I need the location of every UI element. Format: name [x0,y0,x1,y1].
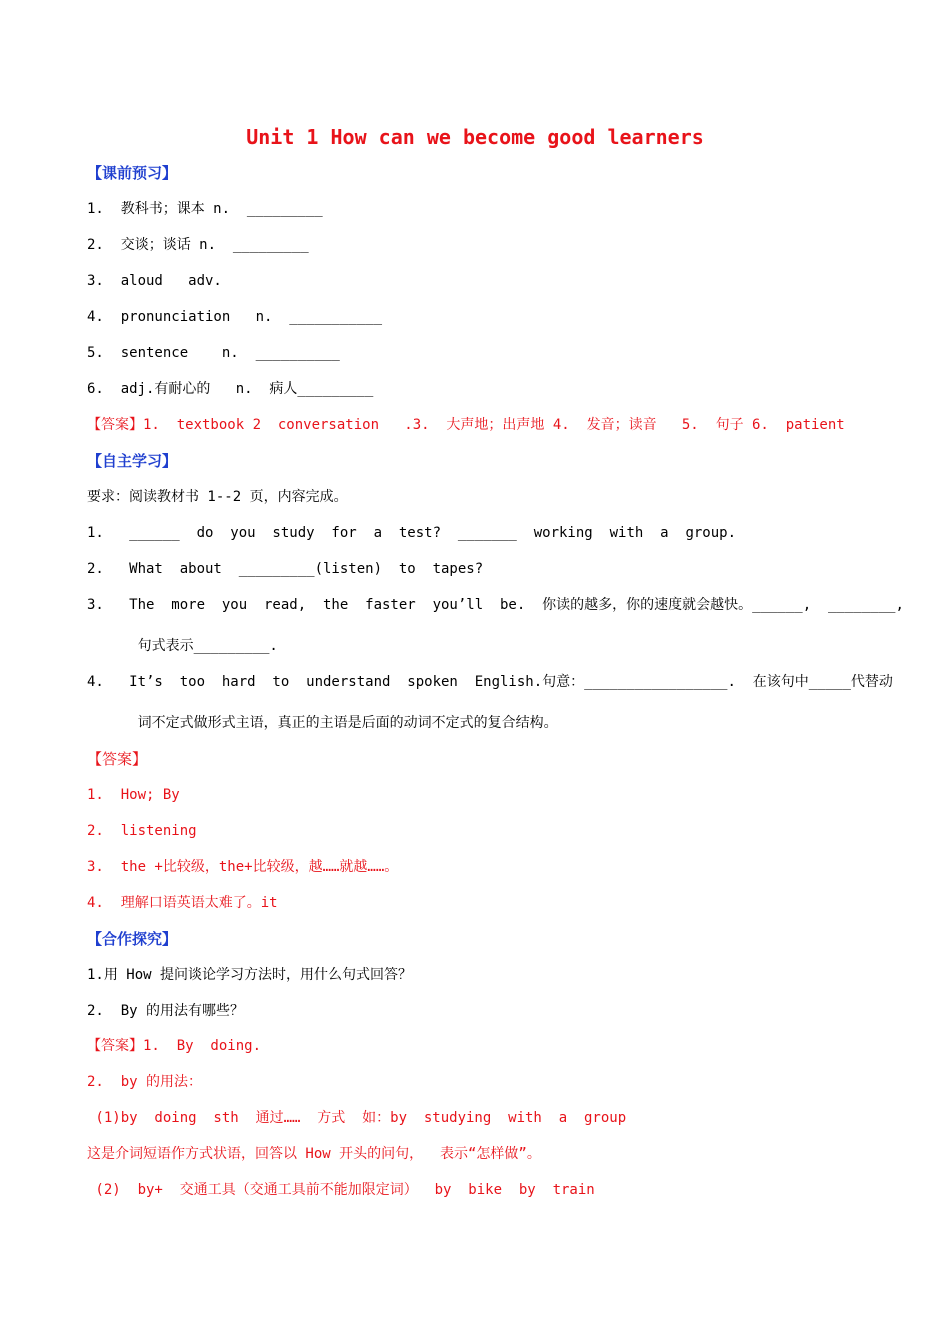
preview-item-5: 5. sentence n. __________ [87,345,340,361]
self-study-answer-1: 1. How; By [87,787,180,803]
cooperation-answer-2: 2. by 的用法： [87,1074,203,1090]
section-heading-self-study: 【自主学习】 [87,452,178,470]
self-study-item-2: 2. What about _________(listen) to tapes? [87,561,484,577]
cooperation-question-2: 2. By 的用法有哪些？ [87,1003,245,1019]
self-study-item-1: 1. ______ do you study for a test? _______ working with a group. [87,525,737,541]
cooperation-answer-by-usage-1: (1)by doing sth 通过…… 方式 如：by studying with a group [87,1110,627,1126]
preview-answer: 【答案】1. textbook 2 conversation .3. 大声地；出声地 4. 发音；读音 5. 句子 6. patient [87,417,845,433]
cooperation-answer-by-usage-2: (2) by+ 交通工具（交通工具前不能加限定词） by bike by train [87,1182,595,1198]
self-study-requirement: 要求：阅读教材书 1--2 页，内容完成。 [87,489,348,505]
cooperation-answer-label: 【答案】 [87,1038,143,1054]
self-study-answer-heading: 【答案】 [87,750,148,768]
preview-item-6: 6. adj.有耐心的 n. 病人_________ [87,381,374,397]
self-study-answer-4: 4. 理解口语英语太难了。it [87,895,278,911]
document-title: Unit 1 How can we become good learners [246,125,704,149]
self-study-item-3-cont: 句式表示_________. [87,638,278,654]
preview-item-1: 1. 教科书；课本 n. _________ [87,201,323,217]
self-study-item-4: 4. It’s too hard to understand spoken English.句意：_________________. 在该句中_____代替动 [87,674,893,690]
cooperation-answer-1: 1. By doing. [143,1038,262,1054]
section-heading-preview: 【课前预习】 [87,164,178,182]
cooperation-answer-note: 这是介词短语作方式状语，回答以 How 开头的问句， 表示“怎样做”。 [87,1146,541,1162]
self-study-item-4-cont: 词不定式做形式主语，真正的主语是后面的动词不定式的复合结构。 [87,715,558,731]
section-heading-cooperation: 【合作探究】 [87,930,178,948]
preview-item-2: 2. 交谈；谈话 n. _________ [87,237,309,253]
cooperation-question-1: 1.用 How 提问谈论学习方法时，用什么句式回答？ [87,967,412,983]
self-study-answer-2: 2. listening [87,823,197,839]
preview-item-3: 3. aloud adv. [87,273,222,289]
cooperation-answer-line [87,1036,261,1056]
preview-item-4: 4. pronunciation n. ___________ [87,309,383,325]
self-study-item-3: 3. The more you read, the faster you’ll be. 你读的越多，你的速度就会越快。______, ________, [87,597,904,613]
self-study-answer-3: 3. the +比较级，the+比较级，越……就越……。 [87,859,399,875]
